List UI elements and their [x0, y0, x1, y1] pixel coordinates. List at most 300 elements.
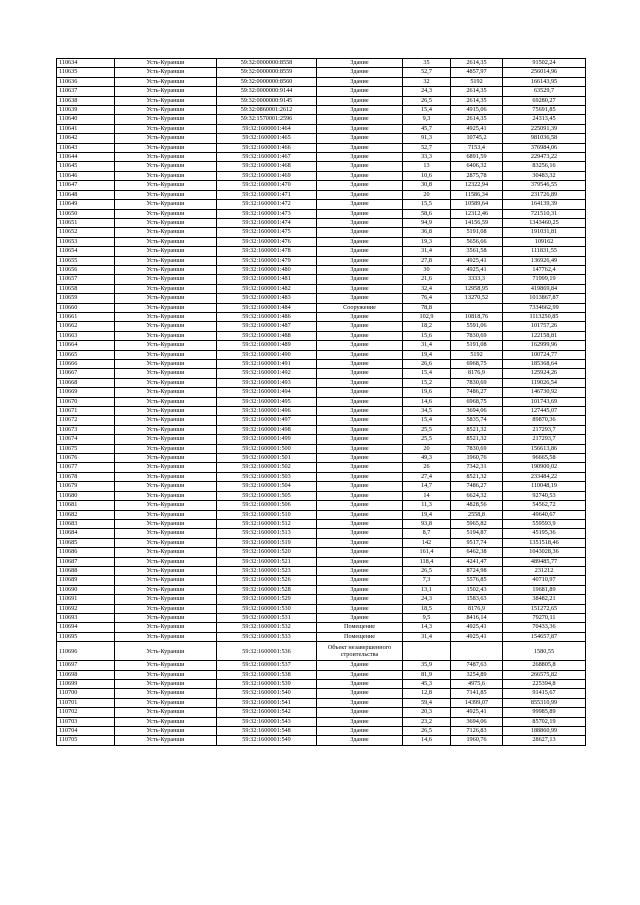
object-type-cell: Здание: [317, 425, 403, 434]
table-row: [57, 397, 586, 406]
locality-cell: Усть-Куранши: [115, 190, 217, 199]
object-type-cell: Здание: [317, 472, 403, 481]
row-number-cell: 110683: [57, 519, 115, 528]
table-row: [57, 77, 586, 86]
row-number-cell: 110705: [57, 736, 115, 745]
table-row: [57, 294, 586, 303]
unit-value-cell: 4241,47: [451, 557, 503, 566]
locality-cell: Усть-Куранши: [115, 87, 217, 96]
unit-value-cell: [451, 642, 503, 661]
cadastral-value-cell: 166143,95: [503, 77, 586, 86]
object-type-cell: Здание: [317, 275, 403, 284]
cadastral-number-cell: 59:32:1600001:468: [217, 162, 317, 171]
locality-cell: Усть-Куранши: [115, 115, 217, 124]
cadastral-number-cell: 59:32:1600001:493: [217, 378, 317, 387]
row-number-cell: 110677: [57, 463, 115, 472]
unit-value-cell: 7153,4: [451, 143, 503, 152]
cadastral-value-cell: 185368,64: [503, 360, 586, 369]
registry-table-page: [56, 58, 585, 746]
area-cell: 32,4: [403, 284, 451, 293]
area-cell: 20: [403, 190, 451, 199]
table-row: [57, 171, 586, 180]
unit-value-cell: 5835,74: [451, 416, 503, 425]
table-row: [57, 472, 586, 481]
area-cell: 26,5: [403, 96, 451, 105]
locality-cell: Усть-Куранши: [115, 237, 217, 246]
row-number-cell: 110646: [57, 171, 115, 180]
unit-value-cell: 1502,43: [451, 585, 503, 594]
area-cell: 26,5: [403, 727, 451, 736]
row-number-cell: 110641: [57, 124, 115, 133]
locality-cell: Усть-Куранши: [115, 378, 217, 387]
unit-value-cell: 4925,41: [451, 256, 503, 265]
table-row: [57, 661, 586, 670]
unit-value-cell: 5965,82: [451, 519, 503, 528]
object-type-cell: Здание: [317, 680, 403, 689]
object-type-cell: Здание: [317, 265, 403, 274]
cadastral-value-cell: 136926,49: [503, 256, 586, 265]
object-type-cell: Здание: [317, 708, 403, 717]
unit-value-cell: 5192: [451, 350, 503, 359]
area-cell: 15,4: [403, 106, 451, 115]
locality-cell: Усть-Куранши: [115, 661, 217, 670]
object-type-cell: Здание: [317, 162, 403, 171]
unit-value-cell: 13270,52: [451, 294, 503, 303]
locality-cell: Усть-Куранши: [115, 482, 217, 491]
row-number-cell: 110690: [57, 585, 115, 594]
row-number-cell: 110670: [57, 397, 115, 406]
locality-cell: Усть-Куранши: [115, 134, 217, 143]
row-number-cell: 110643: [57, 143, 115, 152]
row-number-cell: 110640: [57, 115, 115, 124]
unit-value-cell: 3694,06: [451, 407, 503, 416]
object-type-cell: Здание: [317, 106, 403, 115]
unit-value-cell: 2558,8: [451, 510, 503, 519]
cadastral-number-cell: 59:32:1600001:491: [217, 360, 317, 369]
object-type-cell: Здание: [317, 294, 403, 303]
locality-cell: Усть-Куранши: [115, 312, 217, 321]
locality-cell: Усть-Куранши: [115, 143, 217, 152]
unit-value-cell: 8176,9: [451, 604, 503, 613]
object-type-cell: Здание: [317, 444, 403, 453]
cadastral-value-cell: 188860,99: [503, 727, 586, 736]
area-cell: 18,5: [403, 604, 451, 613]
area-cell: 94,9: [403, 218, 451, 227]
area-cell: 20: [403, 444, 451, 453]
cadastral-number-cell: 59:32:1600001:472: [217, 200, 317, 209]
row-number-cell: 110645: [57, 162, 115, 171]
unit-value-cell: 12312,46: [451, 209, 503, 218]
cadastral-number-cell: 59:32:1600001:484: [217, 303, 317, 312]
table-row: [57, 416, 586, 425]
cadastral-value-cell: 85702,19: [503, 717, 586, 726]
cadastral-number-cell: 59:32:1600001:541: [217, 698, 317, 707]
locality-cell: Усть-Куранши: [115, 256, 217, 265]
cadastral-value-cell: 379546,55: [503, 181, 586, 190]
table-row: [57, 435, 586, 444]
object-type-cell: Здание: [317, 529, 403, 538]
object-type-cell: Здание: [317, 698, 403, 707]
cadastral-number-cell: 59:32:1600001:512: [217, 519, 317, 528]
object-type-cell: Здание: [317, 190, 403, 199]
object-type-cell: Здание: [317, 717, 403, 726]
object-type-cell: Здание: [317, 153, 403, 162]
cadastral-number-cell: 59:32:0860001:2612: [217, 106, 317, 115]
locality-cell: Усть-Куранши: [115, 388, 217, 397]
cadastral-number-cell: 59:32:1600001:510: [217, 510, 317, 519]
unit-value-cell: 1583,63: [451, 595, 503, 604]
cadastral-number-cell: 59:32:1600001:489: [217, 341, 317, 350]
unit-value-cell: 6624,32: [451, 491, 503, 500]
locality-cell: Усть-Куранши: [115, 153, 217, 162]
cadastral-number-cell: 59:32:1600001:497: [217, 416, 317, 425]
row-number-cell: 110676: [57, 454, 115, 463]
table-row: [57, 369, 586, 378]
table-row: [57, 87, 586, 96]
unit-value-cell: 6462,38: [451, 548, 503, 557]
object-type-cell: Здание: [317, 115, 403, 124]
area-cell: 18,2: [403, 322, 451, 331]
table-row: [57, 59, 586, 68]
cadastral-value-cell: 164139,39: [503, 200, 586, 209]
locality-cell: Усть-Куранши: [115, 698, 217, 707]
row-number-cell: 110679: [57, 482, 115, 491]
cadastral-number-cell: 59:32:1600001:506: [217, 501, 317, 510]
row-number-cell: 110687: [57, 557, 115, 566]
cadastral-value-cell: 89870,36: [503, 416, 586, 425]
cadastral-number-cell: 59:32:1600001:471: [217, 190, 317, 199]
locality-cell: Усть-Куранши: [115, 566, 217, 575]
area-cell: 27,8: [403, 256, 451, 265]
unit-value-cell: 11586,34: [451, 190, 503, 199]
cadastral-value-cell: 268805,8: [503, 661, 586, 670]
unit-value-cell: 8176,9: [451, 369, 503, 378]
cadastral-number-cell: 59:32:1600001:540: [217, 689, 317, 698]
area-cell: 11,3: [403, 501, 451, 510]
row-number-cell: 110701: [57, 698, 115, 707]
row-number-cell: 110703: [57, 717, 115, 726]
area-cell: 26,5: [403, 566, 451, 575]
area-cell: [403, 642, 451, 661]
cadastral-value-cell: 1343460,25: [503, 218, 586, 227]
cadastral-value-cell: 119026,54: [503, 378, 586, 387]
row-number-cell: 110691: [57, 595, 115, 604]
row-number-cell: 110647: [57, 181, 115, 190]
locality-cell: Усть-Куранши: [115, 416, 217, 425]
table-row: [57, 162, 586, 171]
cadastral-number-cell: 59:32:1600001:548: [217, 727, 317, 736]
unit-value-cell: 4975,6: [451, 680, 503, 689]
unit-value-cell: 3694,06: [451, 717, 503, 726]
cadastral-value-cell: 256014,96: [503, 68, 586, 77]
table-row: [57, 538, 586, 547]
row-number-cell: 110696: [57, 642, 115, 661]
object-type-cell: Здание: [317, 595, 403, 604]
cadastral-number-cell: 59:32:0000000:8559: [217, 68, 317, 77]
object-type-cell: Здание: [317, 247, 403, 256]
unit-value-cell: 6968,75: [451, 360, 503, 369]
row-number-cell: 110656: [57, 265, 115, 274]
row-number-cell: 110659: [57, 294, 115, 303]
row-number-cell: 110660: [57, 303, 115, 312]
object-type-cell: Здание: [317, 181, 403, 190]
row-number-cell: 110702: [57, 708, 115, 717]
row-number-cell: 110680: [57, 491, 115, 500]
table-row: [57, 200, 586, 209]
cadastral-number-cell: 59:32:1600001:488: [217, 331, 317, 340]
cadastral-value-cell: 100724,77: [503, 350, 586, 359]
cadastral-value-cell: 217293,7: [503, 425, 586, 434]
cadastral-value-cell: 7334662,99: [503, 303, 586, 312]
cadastral-value-cell: 49640,67: [503, 510, 586, 519]
object-type-cell: Здание: [317, 218, 403, 227]
table-row: [57, 247, 586, 256]
cadastral-value-cell: 127445,07: [503, 407, 586, 416]
locality-cell: Усть-Куранши: [115, 181, 217, 190]
area-cell: 19,3: [403, 237, 451, 246]
cadastral-value-cell: 154657,87: [503, 632, 586, 641]
unit-value-cell: 5194,87: [451, 529, 503, 538]
locality-cell: Усть-Куранши: [115, 680, 217, 689]
row-number-cell: 110672: [57, 416, 115, 425]
table-row: [57, 698, 586, 707]
table-row: [57, 576, 586, 585]
unit-value-cell: 8416,14: [451, 613, 503, 622]
locality-cell: Усть-Куранши: [115, 435, 217, 444]
object-type-cell: Здание: [317, 585, 403, 594]
object-type-cell: Здание: [317, 312, 403, 321]
object-type-cell: Здание: [317, 322, 403, 331]
object-type-cell: Помещение: [317, 623, 403, 632]
object-type-cell: Здание: [317, 501, 403, 510]
table-row: [57, 613, 586, 622]
cadastral-number-cell: 59:32:1600001:486: [217, 312, 317, 321]
area-cell: 14,6: [403, 397, 451, 406]
cadastral-value-cell: 45195,36: [503, 529, 586, 538]
object-type-cell: Здание: [317, 68, 403, 77]
row-number-cell: 110662: [57, 322, 115, 331]
cadastral-number-cell: 59:32:1600001:504: [217, 482, 317, 491]
cadastral-value-cell: 28627,13: [503, 736, 586, 745]
area-cell: 15,6: [403, 331, 451, 340]
row-number-cell: 110650: [57, 209, 115, 218]
cadastral-number-cell: 59:32:1600001:474: [217, 218, 317, 227]
cadastral-number-cell: 59:32:1600001:538: [217, 670, 317, 679]
table-row: [57, 501, 586, 510]
table-row: [57, 623, 586, 632]
row-number-cell: 110669: [57, 388, 115, 397]
table-row: [57, 218, 586, 227]
locality-cell: Усть-Куранши: [115, 425, 217, 434]
cadastral-value-cell: 54562,72: [503, 501, 586, 510]
unit-value-cell: 10589,64: [451, 200, 503, 209]
area-cell: 58,6: [403, 209, 451, 218]
locality-cell: Усть-Куранши: [115, 472, 217, 481]
cadastral-value-cell: 99985,89: [503, 708, 586, 717]
area-cell: 14,7: [403, 482, 451, 491]
locality-cell: Усть-Куранши: [115, 77, 217, 86]
unit-value-cell: 5656,66: [451, 237, 503, 246]
table-row: [57, 708, 586, 717]
table-row: [57, 284, 586, 293]
unit-value-cell: 10818,76: [451, 312, 503, 321]
table-row: [57, 190, 586, 199]
unit-value-cell: 6891,59: [451, 153, 503, 162]
row-number-cell: 110671: [57, 407, 115, 416]
table-row: [57, 256, 586, 265]
row-number-cell: 110667: [57, 369, 115, 378]
table-row: [57, 124, 586, 133]
cadastral-number-cell: 59:32:1600001:521: [217, 557, 317, 566]
locality-cell: Усть-Куранши: [115, 331, 217, 340]
row-number-cell: 110673: [57, 425, 115, 434]
cadastral-value-cell: 419869,84: [503, 284, 586, 293]
locality-cell: Усть-Куранши: [115, 247, 217, 256]
locality-cell: Усть-Куранши: [115, 501, 217, 510]
object-type-cell: Здание: [317, 134, 403, 143]
cadastral-number-cell: 59:32:1600001:543: [217, 717, 317, 726]
object-type-cell: Здание: [317, 604, 403, 613]
unit-value-cell: 5591,06: [451, 322, 503, 331]
area-cell: 9,3: [403, 115, 451, 124]
cadastral-value-cell: 156613,86: [503, 444, 586, 453]
unit-value-cell: 4925,41: [451, 265, 503, 274]
table-row: [57, 143, 586, 152]
object-type-cell: Здание: [317, 510, 403, 519]
table-row: [57, 689, 586, 698]
object-type-cell: Здание: [317, 360, 403, 369]
cadastral-value-cell: 101757,26: [503, 322, 586, 331]
table-row: [57, 331, 586, 340]
cadastral-value-cell: 147762,4: [503, 265, 586, 274]
row-number-cell: 110692: [57, 604, 115, 613]
locality-cell: Усть-Куранши: [115, 360, 217, 369]
area-cell: 32: [403, 77, 451, 86]
area-cell: 78,8: [403, 303, 451, 312]
cadastral-value-cell: 191031,81: [503, 228, 586, 237]
unit-value-cell: 2614,35: [451, 87, 503, 96]
object-type-cell: Здание: [317, 77, 403, 86]
object-type-cell: Здание: [317, 378, 403, 387]
object-type-cell: Здание: [317, 171, 403, 180]
object-type-cell: Здание: [317, 416, 403, 425]
row-number-cell: 110638: [57, 96, 115, 105]
row-number-cell: 110636: [57, 77, 115, 86]
table-row: [57, 585, 586, 594]
unit-value-cell: 7830,69: [451, 444, 503, 453]
cadastral-value-cell: 1351518,46: [503, 538, 586, 547]
row-number-cell: 110639: [57, 106, 115, 115]
cadastral-value-cell: 38482,21: [503, 595, 586, 604]
table-row: [57, 717, 586, 726]
table-row: [57, 265, 586, 274]
object-type-cell: Здание: [317, 519, 403, 528]
row-number-cell: 110668: [57, 378, 115, 387]
area-cell: 23,2: [403, 717, 451, 726]
object-type-cell: Здание: [317, 727, 403, 736]
locality-cell: Усть-Куранши: [115, 463, 217, 472]
table-row: [57, 237, 586, 246]
locality-cell: Усть-Куранши: [115, 209, 217, 218]
cadastral-number-cell: 59:32:1600001:500: [217, 444, 317, 453]
table-row: [57, 106, 586, 115]
unit-value-cell: 3254,89: [451, 670, 503, 679]
area-cell: 34,5: [403, 407, 451, 416]
object-type-cell: Здание: [317, 237, 403, 246]
cadastral-number-cell: 59:32:1600001:479: [217, 256, 317, 265]
cadastral-number-cell: 59:32:1600001:498: [217, 425, 317, 434]
table-row: [57, 181, 586, 190]
locality-cell: Усть-Куранши: [115, 670, 217, 679]
cadastral-number-cell: 59:32:1600001:539: [217, 680, 317, 689]
unit-value-cell: 8521,32: [451, 435, 503, 444]
cadastral-value-cell: 69280,27: [503, 96, 586, 105]
table-row: [57, 529, 586, 538]
cadastral-value-cell: 231726,89: [503, 190, 586, 199]
locality-cell: Усть-Куранши: [115, 218, 217, 227]
locality-cell: Усть-Куранши: [115, 228, 217, 237]
unit-value-cell: 5192: [451, 77, 503, 86]
row-number-cell: 110689: [57, 576, 115, 585]
locality-cell: Усть-Куранши: [115, 585, 217, 594]
locality-cell: Усть-Куранши: [115, 444, 217, 453]
locality-cell: Усть-Куранши: [115, 454, 217, 463]
cadastral-value-cell: 229473,22: [503, 153, 586, 162]
cadastral-value-cell: 981036,58: [503, 134, 586, 143]
object-type-cell: Здание: [317, 228, 403, 237]
object-type-cell: Здание: [317, 689, 403, 698]
cadastral-value-cell: 225091,39: [503, 124, 586, 133]
area-cell: 12,8: [403, 689, 451, 698]
unit-value-cell: 4925,41: [451, 708, 503, 717]
locality-cell: Усть-Куранши: [115, 557, 217, 566]
cadastral-number-cell: 59:32:1600001:526: [217, 576, 317, 585]
unit-value-cell: 12958,95: [451, 284, 503, 293]
area-cell: 27,4: [403, 472, 451, 481]
cadastral-number-cell: 59:32:1600001:483: [217, 294, 317, 303]
locality-cell: Усть-Куранши: [115, 576, 217, 585]
cadastral-number-cell: 59:32:1600001:523: [217, 566, 317, 575]
object-type-cell: Здание: [317, 454, 403, 463]
table-row: [57, 303, 586, 312]
cadastral-value-cell: 109162: [503, 237, 586, 246]
unit-value-cell: 7830,69: [451, 331, 503, 340]
row-number-cell: 110698: [57, 670, 115, 679]
table-row: [57, 425, 586, 434]
unit-value-cell: 8724,98: [451, 566, 503, 575]
unit-value-cell: 1960,76: [451, 454, 503, 463]
cadastral-number-cell: 59:32:1600001:475: [217, 228, 317, 237]
area-cell: 52,7: [403, 68, 451, 77]
unit-value-cell: 5191,08: [451, 228, 503, 237]
cadastral-value-cell: 110048,19: [503, 482, 586, 491]
table-row: [57, 482, 586, 491]
object-type-cell: Здание: [317, 576, 403, 585]
cadastral-number-cell: 59:32:0000000:9144: [217, 87, 317, 96]
row-number-cell: 110637: [57, 87, 115, 96]
unit-value-cell: 5576,85: [451, 576, 503, 585]
area-cell: 102,9: [403, 312, 451, 321]
property-registry-table: [56, 58, 586, 746]
cadastral-value-cell: 70433,36: [503, 623, 586, 632]
area-cell: 20,3: [403, 708, 451, 717]
area-cell: 19,6: [403, 388, 451, 397]
row-number-cell: 110681: [57, 501, 115, 510]
area-cell: 118,4: [403, 557, 451, 566]
unit-value-cell: 4915,06: [451, 106, 503, 115]
table-row: [57, 275, 586, 284]
locality-cell: Усть-Куранши: [115, 727, 217, 736]
